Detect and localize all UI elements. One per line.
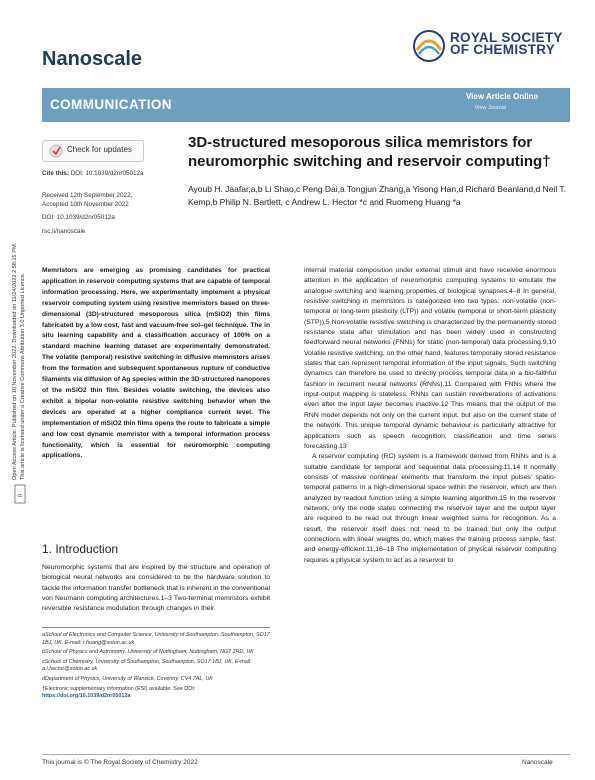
view-journal-link[interactable]: View Journal (474, 105, 506, 111)
logo-line2: OF CHEMISTRY (450, 42, 556, 57)
section-label: COMMUNICATION (50, 97, 172, 112)
sideline-line-2: This article is licensed under a Creative Commons Attribution 3.0 Unported Licence. (20, 272, 26, 480)
check-for-updates-button[interactable] (42, 140, 144, 162)
article-doi[interactable]: DOI: 10.1039/d2nr05012a (42, 214, 115, 221)
footer-rule (42, 754, 570, 755)
cite-doi[interactable]: DOI: 10.1039/d2nr05012a (70, 170, 144, 177)
cite-line (42, 170, 144, 178)
accepted-date: Accepted 10th November 2022 (42, 201, 129, 208)
logo-line1: ROYAL SOCIETY (450, 30, 563, 45)
rsc-logo[interactable] (412, 28, 572, 68)
esi-note (42, 686, 270, 701)
footnote-rule (42, 627, 270, 628)
article-title: 3D-structured mesoporous silica memristors for neuromorphic switching and reservoir computing† (188, 134, 551, 170)
received-date: Received 12th September 2022, (42, 192, 133, 199)
section-banner (42, 88, 570, 122)
journal-title: Nanoscale (42, 48, 143, 70)
intro-left-column: Neuromorphic systems that are inspired by the structure and operation of biological neural networks are considered to be the hardware solution to tackle the information transfer bottleneck that is inherent in the conventional von Neumann computing architectures.1–3 Two-terminal memristors exhibit reversible resistance modulation through changes in their (42, 564, 270, 613)
footer-copyright: This journal is © The Royal Society of Chemistry 2022 (42, 759, 198, 766)
cite-label: Cite this: (42, 170, 69, 177)
journal-url[interactable]: rsc.li/nanoscale (42, 228, 86, 235)
footer-journal: Nanoscale (522, 759, 553, 766)
affiliation-a: aSchool of Electronics and Computer Science, University of Southampton, Southampton, SO17 1BJ, UK. E-mail: r.huang@soton.ac.uk (42, 632, 270, 646)
rsc-logo-icon (412, 28, 446, 64)
affiliation-b: bSchool of Physics and Astronomy, University of Nottingham, Nottingham, NG7 2RD, UK (42, 649, 254, 656)
author-list (188, 183, 568, 208)
intro-right-column (304, 266, 556, 566)
intro-paragraph-2: A reservoir computing (RC) system is a framework derived from RNNs and is a suitable candidate for temporal and sequential data processing.11,14 It normally consists of massive nonlinear elements that transform the input pulses' spatio-temporal patterns in a high-dimensional space within the reservoir, which are then analyzed by readout function using a simple learning algorithm.15 In the reservoir network, only the node states connecting the reservoir layer and the output layer are required to be read out through linear weighted sums for recognition. As a result, the reservoir itself does not need to be trained but only the output connections with linear weights do, which makes the training process simple, fast, and energy-efficient.11,16–18 The implementation of physical reservoir computing requires a physical system to act as a reservoir to (304, 453, 556, 564)
svg-text:cc: cc (17, 493, 23, 499)
sideline-line-1: Open Access Article. Published on 10 November 2022. Downloaded on 11/24/2022 2:58:15 PM. (12, 242, 18, 480)
view-article-online-link[interactable]: View Article Online (465, 92, 538, 101)
affiliations (42, 632, 270, 703)
check-updates-label: Check for updates (67, 145, 132, 154)
abstract: Memristors are emerging as promising candidates for practical application in reservoir computing systems that are capable of temporal information processing. Here, we experimentally implement a physical reservoir computing system using resistive memristors based on three-dimensional (3D)-structured mesoporous silica (mSiO2) thin films fabricated by a low cost, fast and vacuum-free sol–gel technique. The in situ learning capability and a classification accuracy of 100% on a standard machine learning dataset are experimentally demonstrated. The volatile (temporal) resistive switching in diffusive memristors arises from the formation and subsequent spontaneous rupture of conductive filaments via diffusion of Ag species within the 3D-structured nanopores of the mSiO2 thin film. Besides volatile switching, the devices also exhibit a bipolar non-volatile resistive switching behavior when the devices are operated at a higher compliance current level. The implementation of mSiO2 thin films opens the route to fabricate a simple and low cost dynamic memristor with a temporal information process functionality, which is essential for neuromorphic computing applications. (42, 267, 270, 460)
authors-text: Ayoub H. Jaafar,a,b Li Shao,c Peng Dai,a Tongjun Zhang,a Yisong Han,d Richard Beanland,d Neil T. Kemp,b Philip N. Bartlett, c Andrew L. Hector *c and Ruomeng Huang *a (188, 184, 567, 207)
esi-text: †Electronic supplementary information (ESI) available. See DOI: (42, 685, 196, 692)
open-access-sidebar (2, 150, 36, 570)
affiliation-d: dDepartment of Physics, University of Warwick, Coventry, CV4 7AL, UK (42, 675, 213, 682)
intro-paragraph-1: internal material composition under external stimuli and have received enormous attention in the application of neuromorphic computing systems to emulate the analogue switching and learning properties of biological synapses.4–8 In general, resistive switching in memristors is categorized into two types: non-volatile (non-temporal or long-term plasticity (LTP)) and volatile (temporal or short-term plasticity (STP)).5 Non-volatile resistive switching is characterized by the permanently stored resistance state after stimulation and has been widely used in constructing feedforward neural networks (FNNs) for static (non-temporal) data processing.9,10 Volatile resistive switching, on the other hand, features temporally stored resistance states that can represent temporal information of the input signals. Such switching dynamics can therefore be used to directly process temporal data in a bio-faithful fashion in recurrent neural networks (RNNs).11 Compared with FNNs where the input-output mapping is stateless, RNNs can sustain reverberations of activations even after the input layer becomes inactive.12 This means that the output of the RNN model depends not only on the current input, but also on the current state of the network. This unique temporal dynamic behaviour is particularly attractive for applications such as speech recognition, classification and time series forecasting.13 (304, 267, 556, 450)
affiliation-c: cSchool of Chemistry, University of Southampton, Southampton, SO17 1BJ, UK. E-mail: a.l.hector@soton.ac.uk (42, 658, 252, 673)
sideline-svg (2, 150, 36, 570)
section-heading-introduction: 1. Introduction (42, 542, 119, 556)
check-updates-icon (49, 144, 63, 158)
esi-link[interactable]: https://doi.org/10.1039/d2nr05012a (42, 693, 131, 700)
